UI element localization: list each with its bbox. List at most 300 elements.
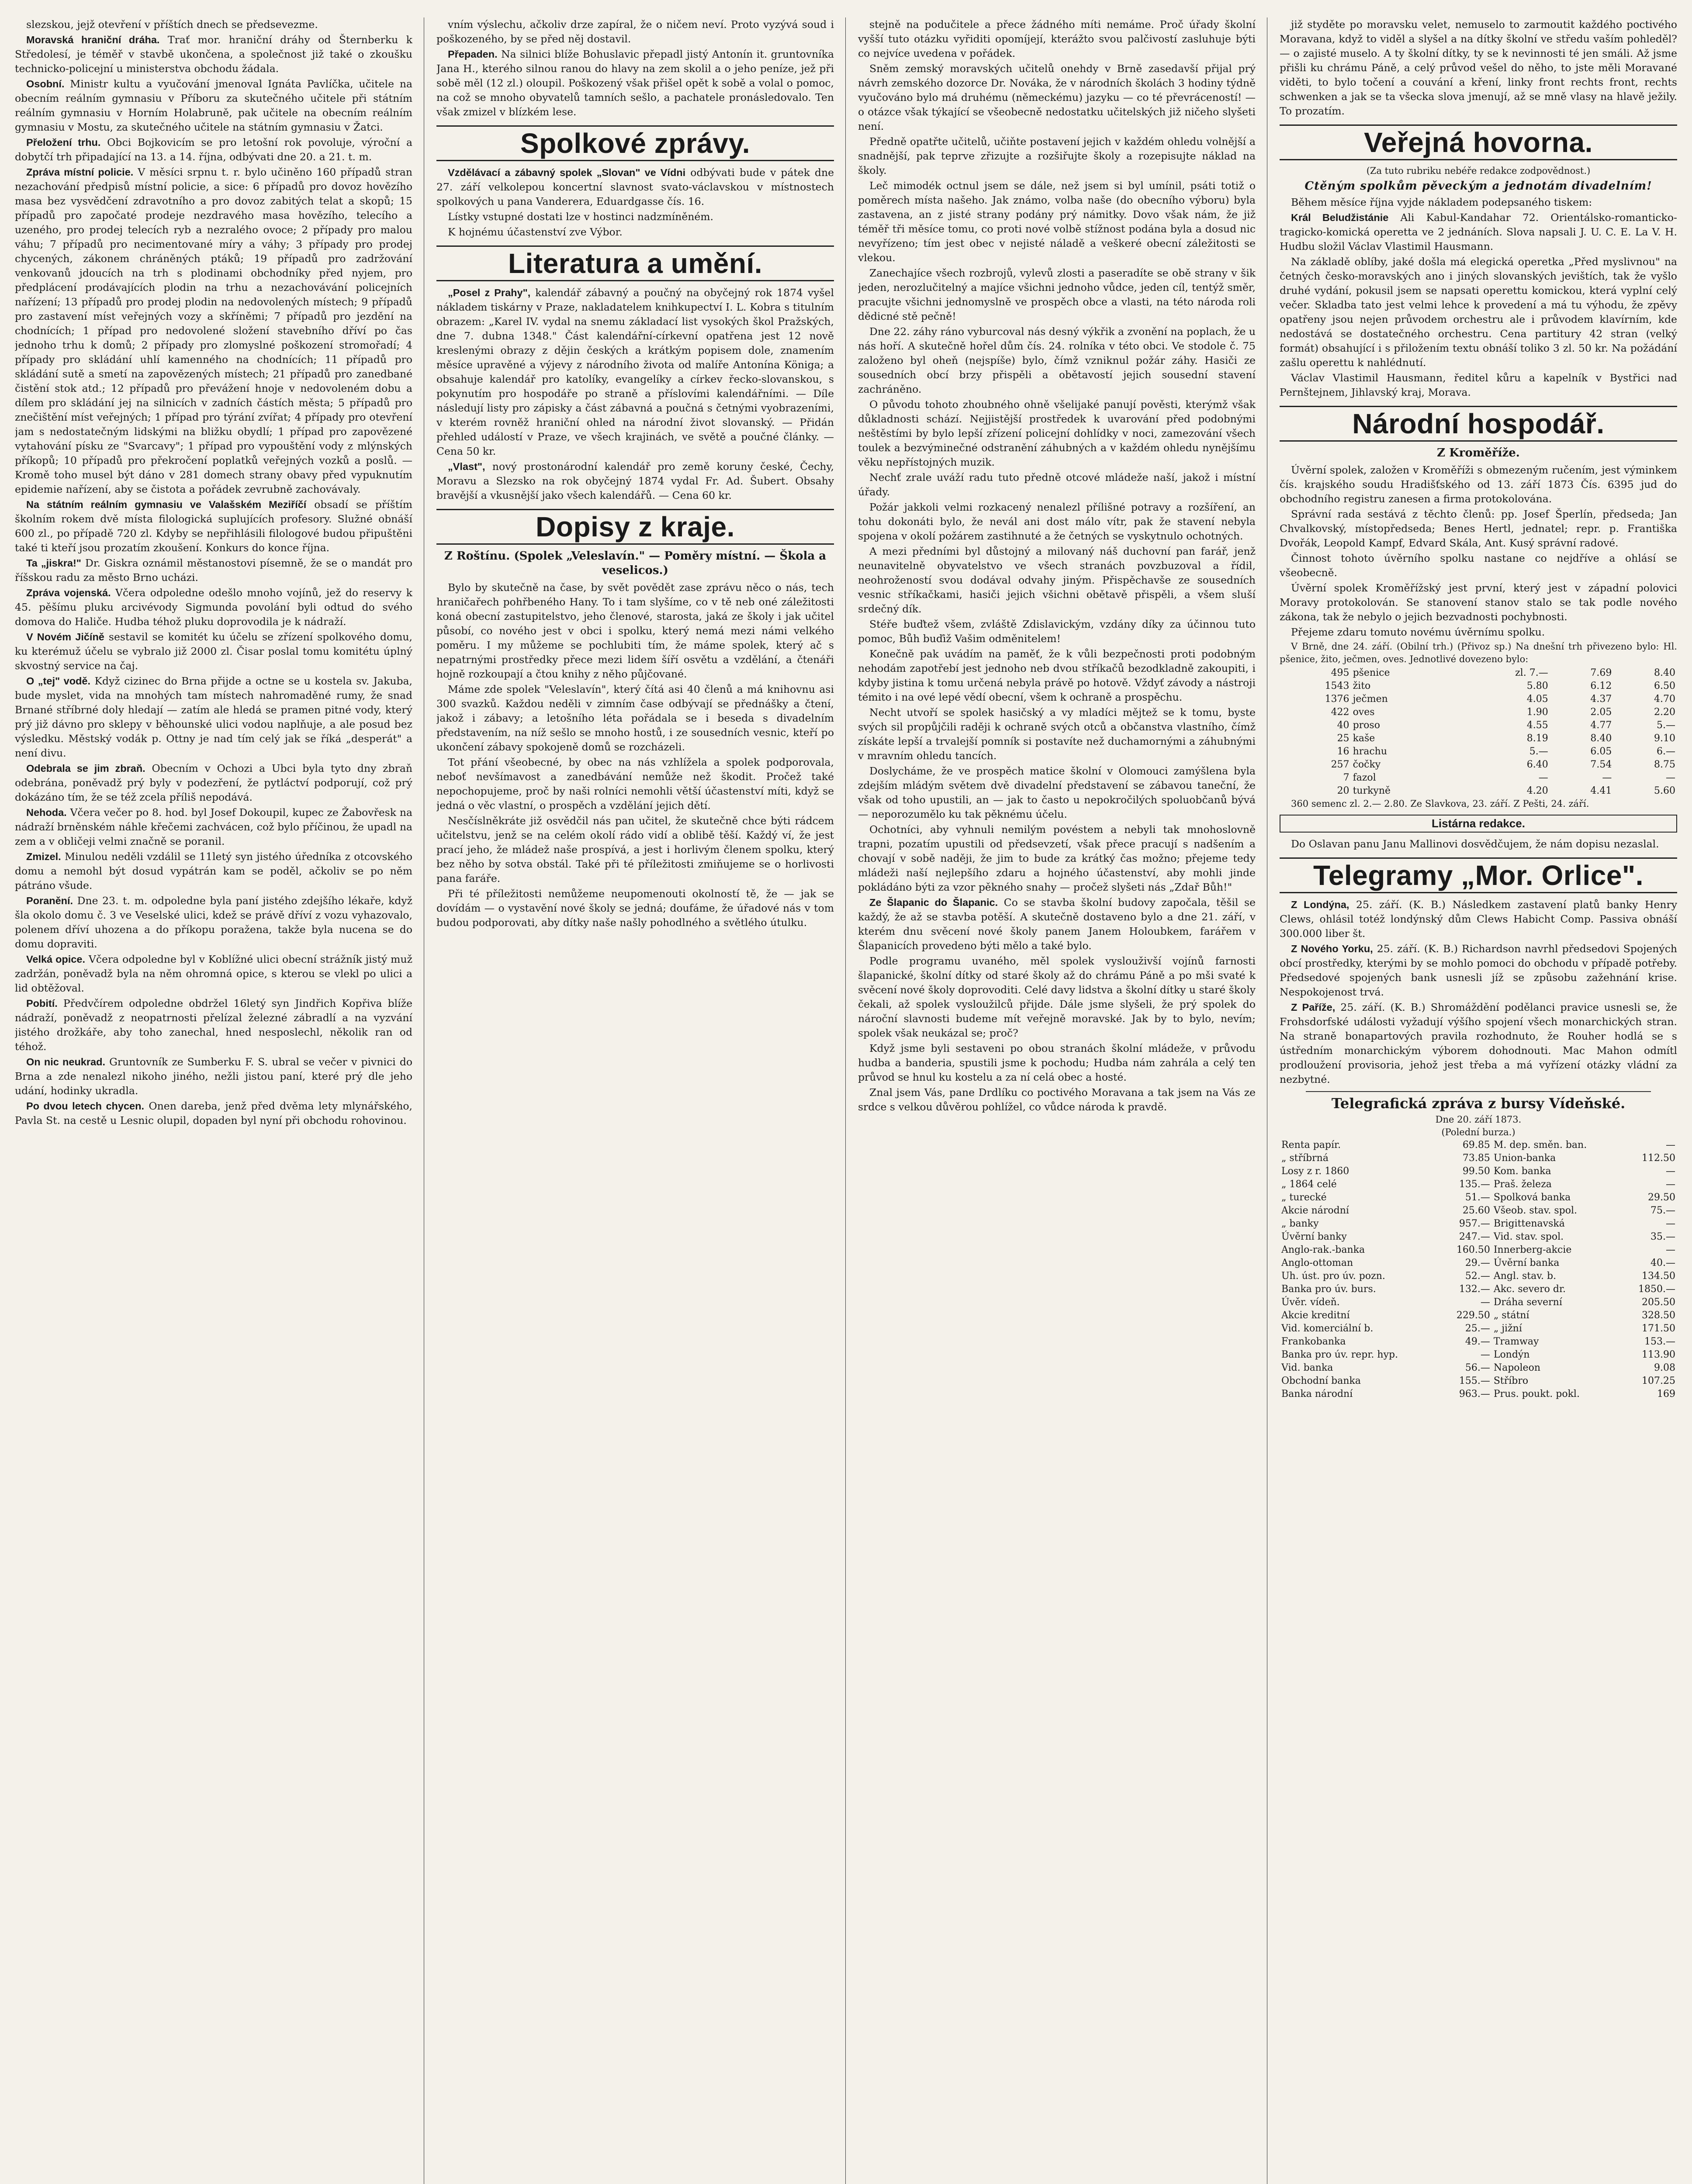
market-heading: V Brně, dne 24. září. (Obilní trh.) (Přivoz sp.) Na dnešní trh přivezeno bylo: Hl. pšenice, žito, ječmen, oves. Jednotlivé dovezeno bylo: [1280, 641, 1677, 664]
market-cell-item: fazol [1353, 772, 1376, 783]
article-heading: Zmizel. [26, 851, 61, 862]
article-paragraph [436, 682, 834, 754]
article-text: Ochotníci, aby vyhnuli nemilým povéstem a nebyli tak mnohoslovně trapni, pozatím upustili od předsevzetí, však přece pracují s nadšením a chovají v sobě naději, že jim to bude za krátký čas možno; přejeme tedy mládeži naší nejlepšího zdaru a hojného účastenství, aby mohli jinde pokládáno býti za vzor pěkného snahy — pročež slyšeti nás „Zdař Bůh!" [858, 823, 1256, 893]
market-cell-c: 9.10 [1654, 733, 1675, 744]
market-cell-b: 2.05 [1590, 707, 1612, 718]
bursa-value: 51.— [1465, 1192, 1490, 1203]
article-text: Bylo by skutečně na čase, by svět povědět zase zprávu něco o nás, tech hraničařech pohřbeného Hany. To i tam slyšíme, co v tě neb oné záležitosti koná obecní zastupitelstvo, jeho členové, starosta, jaká ze školy i jak učitel působí, co nového jest v obci i spolku, který nemá mezi námi velkého poměru. I my můžeme se pochlubiti tím, že máme spolek, který ač s nepatrnými prostředky přece mezi lidem šíří osvětu a vzdělání, a čtenáři hojně rozkoupají a čtou knihy z něho půjčované. [436, 581, 834, 680]
article-heading: Vzdělávací a zábavný spolek „Slovan" ve Vídni [448, 167, 686, 178]
bursa-row [1280, 1204, 1677, 1217]
market-row [1280, 706, 1677, 719]
article-text: Správní rada sestává z těchto členů: pp. Josef Šperlín, předseda; Jan Chvalkovský, místopředseda; Benes Hertl, jednatel; repr. p. Františka Dvořák, Leopold Kampf, Edvard Skála, Ant. Kusý správní radové. [1280, 508, 1677, 549]
bursa-name: Vid. komerciální b. [1281, 1323, 1374, 1334]
article-paragraph [15, 498, 412, 555]
market-cell-qty: 1376 [1325, 694, 1349, 705]
bursa-value: 29.50 [1648, 1192, 1675, 1203]
article-paragraph [15, 894, 412, 951]
market-cell-b: 6.12 [1590, 681, 1612, 691]
section-literatura: Literatura a umění. [436, 245, 834, 281]
article-text: Dne 22. záhy ráno vyburcoval nás desný výkřik a zvonění na poplach, že u nás hoří. A skutečně hořel dům čís. 24. rolníka v této obci. Ve stodole č. 75 založeno byl oheň (nejspíše) bylo, čímž vzniknul požár záhy. Hasiči ze sousedních obcí brzy přispěli a obětavostí jejich sousední stavení zachráněno. [858, 325, 1256, 395]
market-table [1280, 667, 1677, 798]
bursa-value: — [1480, 1297, 1490, 1308]
article-heading: Zpráva místní policie. [26, 166, 134, 178]
bursa-value: — [1666, 1244, 1675, 1255]
literatura-articles [436, 286, 834, 503]
article-text: Úvěrní spolek, založen v Kroměříži s obmezeným ručením, jest výminkem čís. krajského soudu Hradišťského od 13. září 1873 Čís. 6395 jud do obchodního registru zanesen a firma protokolována. [1280, 464, 1677, 505]
bursa-row [1280, 1191, 1677, 1204]
article-heading: O „tej" vodě. [26, 675, 91, 687]
market-cell-qty: 7 [1343, 772, 1349, 783]
bursa-value: 35.— [1650, 1231, 1675, 1242]
market-cell-a: 6.40 [1526, 759, 1548, 770]
article-paragraph [1280, 17, 1677, 118]
market-row [1280, 758, 1677, 771]
article-paragraph [1280, 1000, 1677, 1087]
market-cell-c: 6.— [1657, 746, 1675, 757]
bursa-value: — [1480, 1349, 1490, 1360]
bursa-name: Angl. stav. b. [1493, 1271, 1557, 1282]
article-text: Gruntovník ze Sumberku F. S. ubral se večer v pivnici do Brna a zde nenalezl nikoho jiného, nežli jistou paní, které prý dle jeho udání, hodinky ukradla. [15, 1056, 413, 1097]
market-cell-b: — [1602, 772, 1612, 783]
article-text: odbývati bude v pátek dne 27. září velkolepou koncertní slavnost svato-václavskou v místnostech spolkových u pana Vanderera, Eduardgasse čís. 16. [436, 166, 834, 207]
bursa-value: 132.— [1459, 1284, 1490, 1295]
market-cell-a: 8.19 [1526, 733, 1548, 744]
listarna-title: Listárna redakce. [1280, 815, 1677, 833]
article-paragraph [15, 1055, 412, 1098]
article-text: sestavil se komitét ku účelu se zřízení spolkového domu, ku kterémuž účelu se vybralo již 2000 zl. Čisar poslal tomu komitétu úplný skvostný service na čaj. [15, 631, 412, 672]
bursa-row [1280, 1178, 1677, 1191]
article-text: Dne 23. t. m. odpoledne byla paní jistého zdejšího lékaře, když šla okolo domu č. 3 ve Veselské ulici, kdež se právě dříví z vozu vyhazovalo, polenem dříví uhozena a do příkopu poražena, takže byla nucena se do domu dopraviti. [15, 895, 412, 950]
article-paragraph [436, 210, 834, 224]
article-heading: Přepaden. [448, 48, 498, 60]
bursa-name: Akcie národní [1281, 1205, 1349, 1216]
article-text: Podle programu uvaného, měl spolek vyslouživší vojínů farnosti šlapanické, školní dítky od staré školy až do chrámu Páně a po mši svaté k svěcení nové školy doprovoditi. Celé davy lidstva a školní dítky u staré školy čekali, až spolek vysloužilců přijde. Dále jsme slyšeli, že prý spolek do nároční slavnosti budeme mít veřejně moravské. Jak by to bylo, nevím; spolek však neukázal se; proč? [858, 955, 1256, 1039]
article-text: Onen dareba, jenž před dvěma lety mlynářského, Pavla St. na cestě u Lesnic olupil, dopaden byl nyní při obchodu rohovinou. [15, 1100, 412, 1127]
article-heading: Moravská hraniční dráha. [26, 34, 160, 45]
market-cell-item: pšenice [1353, 667, 1390, 678]
article-text: kalendář zábavný a poučný na obyčejný rok 1874 vyšel nákladem tiskárny v Praze, nakladatelem knihkupectví I. L. Kobra s titulním obrazem: „Karel IV. vydal na snemu základací list vysokých škol Pražských, dne 7. dubna 1348." Část kalendářní-církevní opatřena jest 12 nově kreslenými obrazy z dějin českých a krátkým popisem dole, znamením měsíce upravěné a výjevy z národního života od malíře Antonína Königa; a obsahuje kalendář pro katolíky, evangelíky a církev řecko-slovanskou, s pokynutím pro hospodáře po straně a příslovími kalendářními. — Díle následují listy pro zápisky a část zábavná a poučná s četnými vyobrazeními, v kterém rovněž hraniční ohled na národní život slovanský. — Přidán přehled událostí v Praze, ve všech krajinách, ve světě a poučné články. — Cena 50 kr. [436, 287, 834, 457]
bursa-row [1280, 1230, 1677, 1244]
market-row [1280, 784, 1677, 798]
article-text: Během měsíce října vyjde nákladem podepsaného tiskem: [1291, 196, 1592, 208]
article-paragraph [858, 62, 1256, 134]
bursa-name: Tramway [1493, 1336, 1539, 1347]
article-paragraph [436, 814, 834, 886]
article-paragraph [858, 1085, 1256, 1114]
bursa-row [1280, 1244, 1677, 1257]
bursa-name: „ jižní [1493, 1323, 1522, 1334]
bursa-value: — [1666, 1166, 1675, 1177]
article-paragraph [858, 764, 1256, 822]
market-row [1280, 693, 1677, 706]
market-cell-a: 5.— [1529, 746, 1548, 757]
bursa-date: Dne 20. září 1873. [1435, 1114, 1522, 1125]
hospodar-articles [1280, 463, 1677, 639]
article-text: Znal jsem Vás, pane Drdlíku co poctivého Moravana a tak jsem na Vás ze srdce s velkou důvěrou pohlížel, co vůdce národa k pravdě. [858, 1086, 1256, 1113]
article-text: Nechť zrale uváží radu tuto předně otcové mládeže naší, jakož i místní úřady. [858, 471, 1256, 498]
market-cell-c: 5.60 [1654, 785, 1675, 796]
bursa-name: Banka národní [1281, 1389, 1353, 1400]
article-text: Necht utvoří se spolek hasičský a vy mladíci mějtež se k tomu, byste svých sil propůjčili raději k ochraně svých otců a občanstva vlastního, čímž získáte lepší a trvalejší pomník si postavíte než duchamornými a záhubnými v mravním ohledu tancích. [858, 706, 1256, 762]
bursa-name: Úvěrní banky [1281, 1231, 1347, 1242]
dopisy-articles [436, 581, 834, 930]
market-cell-b: 7.69 [1590, 667, 1612, 678]
article-paragraph [15, 165, 412, 497]
bursa-value: 153.— [1644, 1336, 1675, 1347]
article-text: Lístky vstupné dostati lze v hostinci nadzmíněném. [448, 211, 714, 223]
bursa-row [1280, 1322, 1677, 1335]
article-paragraph [436, 225, 834, 239]
bursa-value: 99.50 [1462, 1166, 1490, 1177]
article-paragraph [15, 761, 412, 805]
article-heading: Velká opice. [26, 954, 85, 965]
market-cell-c: 4.70 [1654, 694, 1675, 705]
article-text: Ministr kultu a vyučování jmenoval Ignáta Pavlíčka, učitele na obecním reálním gymnasiu v Příboru za skutečného učitele při státním reálním gymnasiu v Horním Holabruně, pak učitele na obecním reálním gymnasiu v Mostu, za skutečného učitele na státním gymnasiu v Žatci. [15, 78, 412, 133]
hospodar-heading: Z Kroměříže. [1437, 446, 1520, 460]
market-cell-qty: 422 [1331, 707, 1349, 718]
article-paragraph [15, 33, 412, 76]
article-heading: Zpráva vojenská. [26, 587, 111, 598]
article-paragraph [858, 179, 1256, 265]
market-row [1280, 771, 1677, 784]
article-paragraph [436, 17, 834, 46]
bursa-value: 155.— [1459, 1375, 1490, 1386]
article-paragraph [15, 77, 412, 135]
article-paragraph [15, 556, 412, 585]
article-text: Včera večer po 8. hod. byl Josef Dokoupil, kupec ze Žabovřesk na nádraží brněnském náhle křečemi zachvácen, což bylo příčinou, že upadl na zem a v obličeji velmi značně se poranil. [15, 806, 412, 847]
article-heading: Na státním reálním gymnasiu ve Valašském Meziříčí [26, 499, 307, 510]
market-cell-b: 8.40 [1590, 733, 1612, 744]
spolkove-articles [436, 166, 834, 239]
bursa-row [1280, 1309, 1677, 1322]
market-cell-qty: 16 [1337, 746, 1349, 757]
market-row [1280, 732, 1677, 745]
article-paragraph [1280, 581, 1677, 624]
listarna-text: Do Oslavan panu Janu Mallinovi dosvědčujem, že nám dopisu nezaslal. [1291, 838, 1659, 850]
article-text: Leč mimodék octnul jsem se dále, než jsem si byl umínil, psáti totiž o poměrech místa našeho. Jak známo, volba naše (do obecního výboru) byla zastavena, an z jisté strany podány prý námitky. Dovo však nám, že již téměř tři měsíce tomu, co proti nové volbě stížnost podána byla a dosud nic nevyřízeno; tím jest obec v nejisté náladě a veškeré obecní záležitosti se vlekou. [858, 180, 1256, 264]
article-paragraph [436, 166, 834, 209]
article-text: již styděte po moravsku velet, nemuselo to zarmoutit každého poctivého Moravana, když to viděl a slyšel a na dítky školní ve středu vaším pohleděl? — o zajisté muselo. A ty školní dítky, ty se k nevinnosti té jen smáli. Až jsme přišli ku chrámu Páně, a celý průvod vešel do něho, to jste měli Moravané viděti, to bylo točení a couvání a kření, linky front rechts front, rechts schwenken a jak se ta všecka slova jmenují, až se mně vlasy na hlavě ježily. To prozatím. [1280, 18, 1677, 117]
bursa-value: 52.— [1465, 1271, 1490, 1282]
article-heading: Odebrala se jim zbraň. [26, 763, 145, 774]
bursa-value: — [1666, 1140, 1675, 1151]
article-text: Ali Kabul-Kandahar 72. Orientálsko-romanticko-tragicko-komická operetta ve 2 jednáních. Slova napsali J. U. C. E. La V. H. Hudbu složil Václav Vlastimil Hausmann. [1280, 211, 1677, 252]
article-text: 25. září. (K. B.) Richardson navrhl předsedovi Spojených obcí prostředky, kterými by se mohlo pomoci do obchodu v případě potřeby. Předsedové spojených bank usnesli jíž se způsobu zažehnání krise. Nespokojenost trvá. [1280, 943, 1677, 998]
article-paragraph [1280, 211, 1677, 254]
market-cell-item: oves [1353, 707, 1375, 718]
market-cell-b: 4.77 [1590, 720, 1612, 731]
article-text: nový prostonárodní kalendář pro země koruny české, Čechy, Moravu a Slezsko na rok obyčejný 1874 vydal Fr. Ad. Šubert. Obsahy bravější a vkusnější jako všech kalendářů. — Cena 60 kr. [436, 460, 834, 501]
market-cell-a: 4.05 [1526, 694, 1548, 705]
bursa-title: Telegrafická zpráva z bursy Vídeňské. [1331, 1095, 1626, 1112]
article-heading: Z Londýna, [1291, 899, 1349, 910]
article-paragraph [1280, 507, 1677, 550]
article-paragraph [1280, 898, 1677, 941]
bursa-value: 25.60 [1462, 1205, 1490, 1216]
bursa-name: Úvěrní banka [1493, 1258, 1560, 1268]
market-cell-a: 5.80 [1526, 681, 1548, 691]
market-cell-item: kaše [1353, 733, 1375, 744]
article-text: Na základě oblíby, jaké došla má elegická operetka „Před myslivnou" na četných česko-moravských ano i jiných slovanských jevištích, tak že vyšlo druhé vydání, pokusil jsem se napsati operettu komickou, která vyplní celý večer. Skladba tato jest velmi lehce k provedení a má tu výhodu, že zpěvy opatřeny jsou nejen průvodem orchestru ale i průvodem klavírním, kde nedostává se dostatečného orchestru. Cena partitury 42 stran (velký formát) obsahující i s přiložením textu obnáší toliko 3 zl. 50 kr. Na požádání zašlu operettu k nahlédnutí. [1280, 256, 1677, 369]
bursa-value: 29.— [1465, 1258, 1490, 1268]
market-cell-c: — [1666, 772, 1675, 783]
section-hospodar: Národní hospodář. [1280, 406, 1677, 442]
article-text: Minulou neděli vzdálil se 11letý syn jistého úředníka z otcovského domu a nemohl být dosud vypátrán kam se poděl, ačkoliv se po něm pátráno všude. [15, 850, 412, 892]
column-2 [436, 17, 846, 2184]
bursa-value: 49.— [1465, 1336, 1490, 1347]
market-cell-a: 4.20 [1526, 785, 1548, 796]
article-paragraph [1280, 463, 1677, 506]
bursa-name: Akcie kreditní [1281, 1310, 1350, 1321]
bursa-value: 328.50 [1642, 1310, 1675, 1321]
article-text: Předvčírem odpoledne obdržel 16letý syn Jindřich Kopřiva blíže nádraží, poněvadž z neopatrnosti přelízal železné zábradlí a na vyzvání jistého drožkáře, aby toho zanechal, hned nesposlechl, několik ran od téhož. [15, 997, 412, 1053]
article-heading: Poranění. [26, 895, 73, 906]
article-text: Doslycháme, že ve prospěch matice školní v Olomouci zamýšlena byla zdejším mládým světem dvě divadelní představení se zábavou taneční, že však od toho upustili, an — jak to často u nepokročilých spoluobčanů bývá — neporozumělo ku tak pěknému účelu. [858, 765, 1256, 820]
bursa-name: „ 1864 celé [1281, 1179, 1337, 1190]
bursa-name: Innerberg-akcie [1493, 1244, 1572, 1255]
article-paragraph [436, 460, 834, 503]
article-heading: Osobní. [26, 78, 65, 90]
market-cell-item: čočky [1353, 759, 1381, 770]
telegramy-articles [1280, 898, 1677, 1087]
section-spolkove: Spolkové zprávy. [436, 125, 834, 161]
bursa-value: 56.— [1465, 1362, 1490, 1373]
bursa-name: Anglo-rak.-banka [1281, 1244, 1365, 1255]
bursa-name: Napoleon [1493, 1362, 1540, 1373]
article-text: slezskou, jejž otevření v příštích dnech se předsevezme. [26, 18, 318, 31]
column-4 [1280, 17, 1677, 2184]
article-paragraph [436, 755, 834, 813]
bursa-row [1280, 1375, 1677, 1388]
bursa-value: 229.50 [1456, 1310, 1490, 1321]
market-cell-item: proso [1353, 720, 1380, 731]
article-paragraph [15, 17, 412, 32]
article-paragraph [1280, 255, 1677, 370]
article-paragraph [858, 705, 1256, 763]
article-paragraph [15, 805, 412, 849]
article-paragraph [1280, 195, 1677, 210]
article-paragraph [15, 952, 412, 995]
bursa-row [1280, 1388, 1677, 1401]
bursa-value: — [1666, 1179, 1675, 1190]
article-paragraph [15, 586, 412, 629]
market-cell-item: hrachu [1353, 746, 1388, 757]
bursa-value: 73.85 [1462, 1153, 1490, 1164]
bursa-value: 75.— [1650, 1205, 1675, 1216]
article-text: Co se stavba školní budovy započala, těšil se každý, že až se stavba potěší. A skutečně dostaveno bylo a dne 21. září, v kterém dnu svěcení nové školy panem Janem Holoubkem, farářem v Šlapanicích provedeno býti mělo a také bylo. [858, 896, 1256, 952]
bursa-value: 40.— [1650, 1258, 1675, 1268]
divider [1306, 1091, 1651, 1092]
article-paragraph [858, 470, 1256, 499]
market-cell-b: 7.54 [1590, 759, 1612, 770]
bursa-value: 247.— [1459, 1231, 1490, 1242]
bursa-name: „ státní [1493, 1310, 1529, 1321]
market-cell-c: 8.75 [1654, 759, 1675, 770]
bursa-name: Akc. severo dr. [1493, 1284, 1566, 1295]
bursa-value: 25.— [1465, 1323, 1490, 1334]
article-paragraph [436, 887, 834, 930]
article-heading: Z Nového Yorku, [1291, 943, 1373, 954]
article-paragraph [15, 850, 412, 893]
article-paragraph [858, 500, 1256, 543]
article-heading: Nehoda. [26, 807, 67, 818]
bursa-table [1280, 1139, 1677, 1401]
bursa-name: Prus. poukt. pokl. [1493, 1389, 1580, 1400]
hovorna-subtitle: Ctěným spolkům pěveckým a jednotám divadelním! [1304, 180, 1652, 193]
bursa-subtitle: (Polední burza.) [1441, 1127, 1516, 1137]
article-text: Zanechajíce všech rozbrojů, vylevů zlosti a paseradíte se obě strany v šik jeden, nerozlučitelný a majíce všichni jednoho vůdce, jeden cíl, tentýž směr, pracujte všichni jednomyslně ve prospěch obce a vlasti, na této národa roli dědicné stě pečně! [858, 267, 1256, 322]
bursa-row [1280, 1362, 1677, 1375]
bursa-row [1280, 1335, 1677, 1348]
section-dopisy: Dopisy z kraje. [436, 509, 834, 545]
bursa-row [1280, 1217, 1677, 1230]
article-text: 25. září. (K. B.) Shromáždění podělanci pravice usnesli se, že Frohsdorfské události vyžadují výšího spojení všech monarchických stran. Na straně bonapartových pravila rozhodnuto, že Rouher hodlá se s ústředním monarchickým výborem dohodnouti. Mac Mahon odmítl prodloužení provisoria, jehož jest třeba a má vyřízení otázky vládní za nezbytné. [1280, 1001, 1677, 1085]
article-paragraph [1280, 942, 1677, 999]
article-text: vním výslechu, ačkoliv drze zapíral, že o ničem neví. Proto vyzývá soud i poškozeného, by se před něj dostavil. [436, 18, 834, 45]
market-cell-b: 4.41 [1590, 785, 1612, 796]
market-row [1280, 680, 1677, 693]
bursa-row [1280, 1257, 1677, 1270]
article-text: Činnost tohoto úvěrního spolku nastane co nejdříve a ohlásí se všeobecně. [1280, 552, 1677, 579]
market-cell-item: ječmen [1353, 694, 1388, 705]
article-text: 25. září. (K. B.) Následkem zastavení platů banky Henry Clews, ohlásil totéž londýnský dům Clews Habicht Comp. Passiva obnáší 300.000 liber št. [1280, 898, 1677, 940]
article-text: Předně opatřte učitelů, učiňte postavení jejich v každém ohledu volnější a snadnější, pak teprve zřizujte a rozšiřujte školy a rozepisujte náklad na školy. [858, 135, 1256, 176]
column-1 [15, 17, 424, 2184]
article-paragraph [858, 647, 1256, 705]
article-text: Úvěrní spolek Kroměřížský jest první, který jest v západní polovici Moravy protokolován. Se stanovení stanov stalo se tak podle nového zákona, tak že nebylo o jejich bezvadnosti pochybnosti. [1280, 582, 1677, 623]
bursa-name: Obchodní banka [1281, 1375, 1361, 1386]
bursa-name: Banka pro úv. burs. [1281, 1284, 1376, 1295]
article-paragraph [1280, 551, 1677, 580]
article-paragraph [858, 954, 1256, 1040]
article-text: A mezi předními byl důstojný a milovaný náš duchovní pan farář, jenž neunavitelně obyvatelstvo ve všech stranách povzbuzoval a řídil, neohrožeností svou dodával odvahy jiným. Přispěchavše ze sousedních vesnic stříkačkami, hasiči jejich všichni obětavě přispěli, a všem sluší srdečný dík. [858, 545, 1256, 615]
article-heading: „Vlast", [448, 461, 485, 472]
article-heading: On nic neukrad. [26, 1056, 105, 1068]
article-text: O původu tohoto zhoubného ohně všelijaké panují pověsti, kterýmž však důkladnosti schází. Nejjistější prostředek k uvarování před podobnými neštěstími by bylo lepší zřízení policejní dohlídky v noci, zamezování všech toulek a bezvýminečné odstranění záhubných a v každém ohledu nynějšímu věku nepřístojných muzik. [858, 398, 1256, 468]
article-paragraph [858, 135, 1256, 178]
article-text: Václav Vlastimil Hausmann, ředitel kůru a kapelník v Bystřici nad Pernštejnem, Jihlavský kraj, Morava. [1280, 372, 1677, 398]
article-paragraph [436, 286, 834, 459]
article-text: Obecním v Ochozi a Ubci byla tyto dny zbraň odebrána, poněvadž prý byly v podezření, že pytláctví podporují, což prý dokázáno tím, že se též zcela příliš nepodává. [15, 762, 412, 803]
article-heading: Král Beludžistánie [1291, 212, 1389, 223]
bursa-row [1280, 1152, 1677, 1165]
market-cell-b: 6.05 [1590, 746, 1612, 757]
bursa-name: Uh. úst. pro úv. pozn. [1281, 1271, 1385, 1282]
market-cell-c: 8.40 [1654, 667, 1675, 678]
article-paragraph [858, 617, 1256, 646]
article-text: Nesčíslněkráte již osvědčil nás pan učitel, že skutečně chce býti rádcem učitelstvu, jenž se na celém okolí rádo vidí a oblibě těší. Každý ví, že jest prací jeho, že mládež naše prospívá, a jest i horlivým členem spolku, který bez něho by sotva obstál. Také při té příležitosti zmiňujeme se o horlivosti pana faráře. [436, 815, 834, 885]
bursa-value: 112.50 [1642, 1153, 1675, 1164]
market-cell-c: 5.— [1657, 720, 1675, 731]
article-paragraph [858, 544, 1256, 616]
market-cell-b: 4.37 [1590, 694, 1612, 705]
bursa-name: Všeob. stav. spol. [1493, 1205, 1578, 1216]
article-text: obsadí se příštím školním rokem dvě místa filologická suplujících profesory. Služné obnáší 600 zl., po případě 720 zl. Kdyby se nepřihlásili filologové budou připuštěni také ti kteří jsou prozatím zkoušení. Konkurs do konce října. [15, 498, 412, 554]
bursa-name: Brigittenavská [1493, 1218, 1565, 1229]
article-paragraph [1280, 625, 1677, 639]
bursa-value: — [1666, 1218, 1675, 1229]
bursa-name: „ stříbrná [1281, 1153, 1329, 1164]
article-text: stejně na podučitele a přece žádného míti nemáme. Proč úřady školní vyšší tuto otázku vyřiditi opomíjejí, kterážto svou palčivostí zasluhuje býti co nejvíce uvedena v pořádek. [858, 18, 1256, 59]
article-heading: Pobití. [26, 998, 58, 1009]
bursa-name: Stříbro [1493, 1375, 1529, 1386]
bursa-value: 9.08 [1654, 1362, 1675, 1373]
bursa-row [1280, 1270, 1677, 1283]
bursa-name: Anglo-ottoman [1281, 1258, 1353, 1268]
article-text: Když jsme byli sestaveni po obou stranách školní mládeže, v průvodu hudba a banderia, spustili jsme k pochodu; Hudba nám zahrála a celý ten průvod se hnul ku kostelu a za ní celá obec a hosté. [858, 1042, 1256, 1083]
article-paragraph [858, 397, 1256, 470]
bursa-value: 169 [1657, 1389, 1675, 1400]
article-text: Konečně pak uvádím na paměť, že k vůli bezpečnosti proti podobným nehodám zapotřebí jest jednoho neb dvou stříkačů bezodkladně zakoupiti, i kdyby jistina k tomu určená nebyla právě po hotově. Vždyť závody a nástroji témito i na ové lepé vědí obecní, všem k ochraně a prospěchu. [858, 648, 1256, 703]
section-hovorna: Veřejná hovorna. [1280, 124, 1677, 160]
article-text: Přejeme zdaru tomuto novému úvěrnímu spolku. [1291, 626, 1545, 638]
bursa-name: M. dep. směn. ban. [1493, 1140, 1587, 1151]
article-heading: Přeložení trhu. [26, 137, 101, 148]
market-tail: 360 semenc zl. 2.— 2.80. Ze Slavkova, 23. září. Z Pešti, 24. září. [1291, 798, 1589, 809]
article-text: Když cizinec do Brna přijde a octne se u kostela sv. Jakuba, bude myslet, vida na mnohých tam místech nahromaděné rumy, že snad Brnané stříbrné doly hledají — zatím ale hledá se pramen pitné vody, který prý již dávno pro sklepy v běhounské ulici vodou naplňuje, a ale posud bez výsledku. Městský vodák p. Ottny je nad tím celý jak se říká „desperát" a není divu. [15, 675, 413, 759]
market-cell-qty: 1543 [1325, 681, 1349, 691]
bursa-value: 135.— [1459, 1179, 1490, 1190]
bursa-row [1280, 1296, 1677, 1309]
bursa-row [1280, 1348, 1677, 1362]
bursa-value: 957.— [1459, 1218, 1490, 1229]
article-text: Sněm zemský moravských učitelů onehdy v Brně zasedavší přijal prý návrh zemského dozorce Dr. Nováka, že v národních školách 3 hodiny týdně vyučováno bylo má druhému (německému) jazyku — co té převráceností! — o otázce však týkající se všeobecně nedostatku učitelských již ničeho slyšeti není. [858, 62, 1256, 132]
article-paragraph [858, 822, 1256, 895]
bursa-name: Praš. železa [1493, 1179, 1552, 1190]
bursa-name: „ banky [1281, 1218, 1319, 1229]
bursa-value: 69.85 [1462, 1140, 1490, 1151]
bursa-value: 963.— [1459, 1389, 1490, 1400]
bursa-name: Dráha severní [1493, 1297, 1562, 1308]
col4-intro [1280, 17, 1677, 118]
bursa-name: Losy z r. 1860 [1281, 1166, 1349, 1177]
article-paragraph [858, 1041, 1256, 1085]
article-heading: Ze Šlapanic do Šlapanic. [869, 897, 998, 908]
bursa-name: Renta papír. [1281, 1140, 1341, 1151]
bursa-value: 1850.— [1638, 1284, 1675, 1295]
dopisy-heading: Z Roštínu. (Spolek „Veleslavín." — Poměry místní. — Škola a veselicos.) [444, 549, 827, 577]
col2-intro [436, 17, 834, 119]
article-text: Obci Bojkovicím se pro letošní rok povoluje, výroční a dobytčí trh připadající na 13. a 14. října, odbývati dne 20. a 21. t. m. [15, 136, 412, 163]
bursa-name: Frankobanka [1281, 1336, 1346, 1347]
market-cell-a: 4.55 [1526, 720, 1548, 731]
bursa-value: 134.50 [1642, 1271, 1675, 1282]
article-paragraph [15, 630, 412, 673]
market-cell-item: turkyně [1353, 785, 1391, 796]
article-text: Včera odpoledne byl v Koblížné ulici obecní strážník jistý muž zadržán, poněvadž byla na něm ohromná opice, s kterou se vlekl po ulici a lid obtěžoval. [15, 953, 412, 994]
bursa-value: 160.50 [1456, 1244, 1490, 1255]
article-paragraph [858, 17, 1256, 61]
article-paragraph [1280, 371, 1677, 400]
bursa-name: Spolková banka [1493, 1192, 1571, 1203]
article-paragraph [15, 135, 412, 164]
bursa-value: 107.25 [1642, 1375, 1675, 1386]
article-paragraph [436, 47, 834, 119]
market-cell-c: 6.50 [1654, 681, 1675, 691]
article-heading: Ta „jiskra!" [26, 557, 81, 569]
article-text: V měsíci srpnu t. r. bylo učiněno 160 případů stran nezachování předpisů místní policie, a sice: 6 případů pro dovoz hovězího masa bez vysvědčení zdravotního a pro dovoz zabitých telat a skopů; 15 případů pro započaté prodeje nezdravého masa hovězího, telecího a uzeného, pro prodej telecích ryb a nezralého ovoce; 2 případy pro malou váhu; 7 případů pro necimentované míry a váhy; 3 případy pro prodej chycených, zákonem chráněných ptáků; 19 případů pro zadržování venkovanů jdoucích na trh s plodinami obchodníky před nyjem, pro předplácení prodávajících plodin na trhu a nezachovávání policejních nařízení; 13 případů pro prodej plodin na nedovolených místech; 9 případů pro zastavení míst veřejných vozy a skříněmi; 7 případů pro jezdění na chodnících; 1 případ pro nedovolené složení stavebního dříví po čas jednoho trhu k domů; 2 případy pro zlomyslné poškození stromořadí; 4 případy pro skládání uhlí kamenného na chodnících; 11 případů pro skládání sutě a smetí na zapovězených místech; 21 případů pro zanedbané čistění stok atd.; 12 případů pro převážení hnoje v nedovoleném dobu a dílem pro skládání jej na silnicích v zadních částích města; 5 případů pro znečištění míst veřejných; 1 případ pro týrání zvířat; 4 případy pro otevření jam s nedostatečným lidskými na bližku obydlí; 1 případ pro zapovězené vytahování písku ze "Svarcavy"; 1 případ pro vypouštění vody z mlýnských příkopů; 10 případů pro překročení poplatků veřejných vozků a poslů. — Kromě toho musel být dáno v 281 domech strany obavy před vypuknutím epidemie nařízení, aby se čistota a pořádek zevrubně zachovávaly. [15, 166, 413, 495]
article-paragraph [858, 325, 1256, 397]
article-paragraph [436, 581, 834, 681]
article-text: K hojnému účastenství zve Výbor. [448, 226, 623, 238]
market-cell-qty: 495 [1331, 667, 1349, 678]
market-cell-qty: 20 [1337, 785, 1349, 796]
bursa-name: Londýn [1493, 1349, 1530, 1360]
market-row [1280, 745, 1677, 758]
hovorna-articles [1280, 195, 1677, 400]
bursa-name: Kom. banka [1493, 1166, 1551, 1177]
bursa-name: Vid. stav. spol. [1493, 1231, 1564, 1242]
